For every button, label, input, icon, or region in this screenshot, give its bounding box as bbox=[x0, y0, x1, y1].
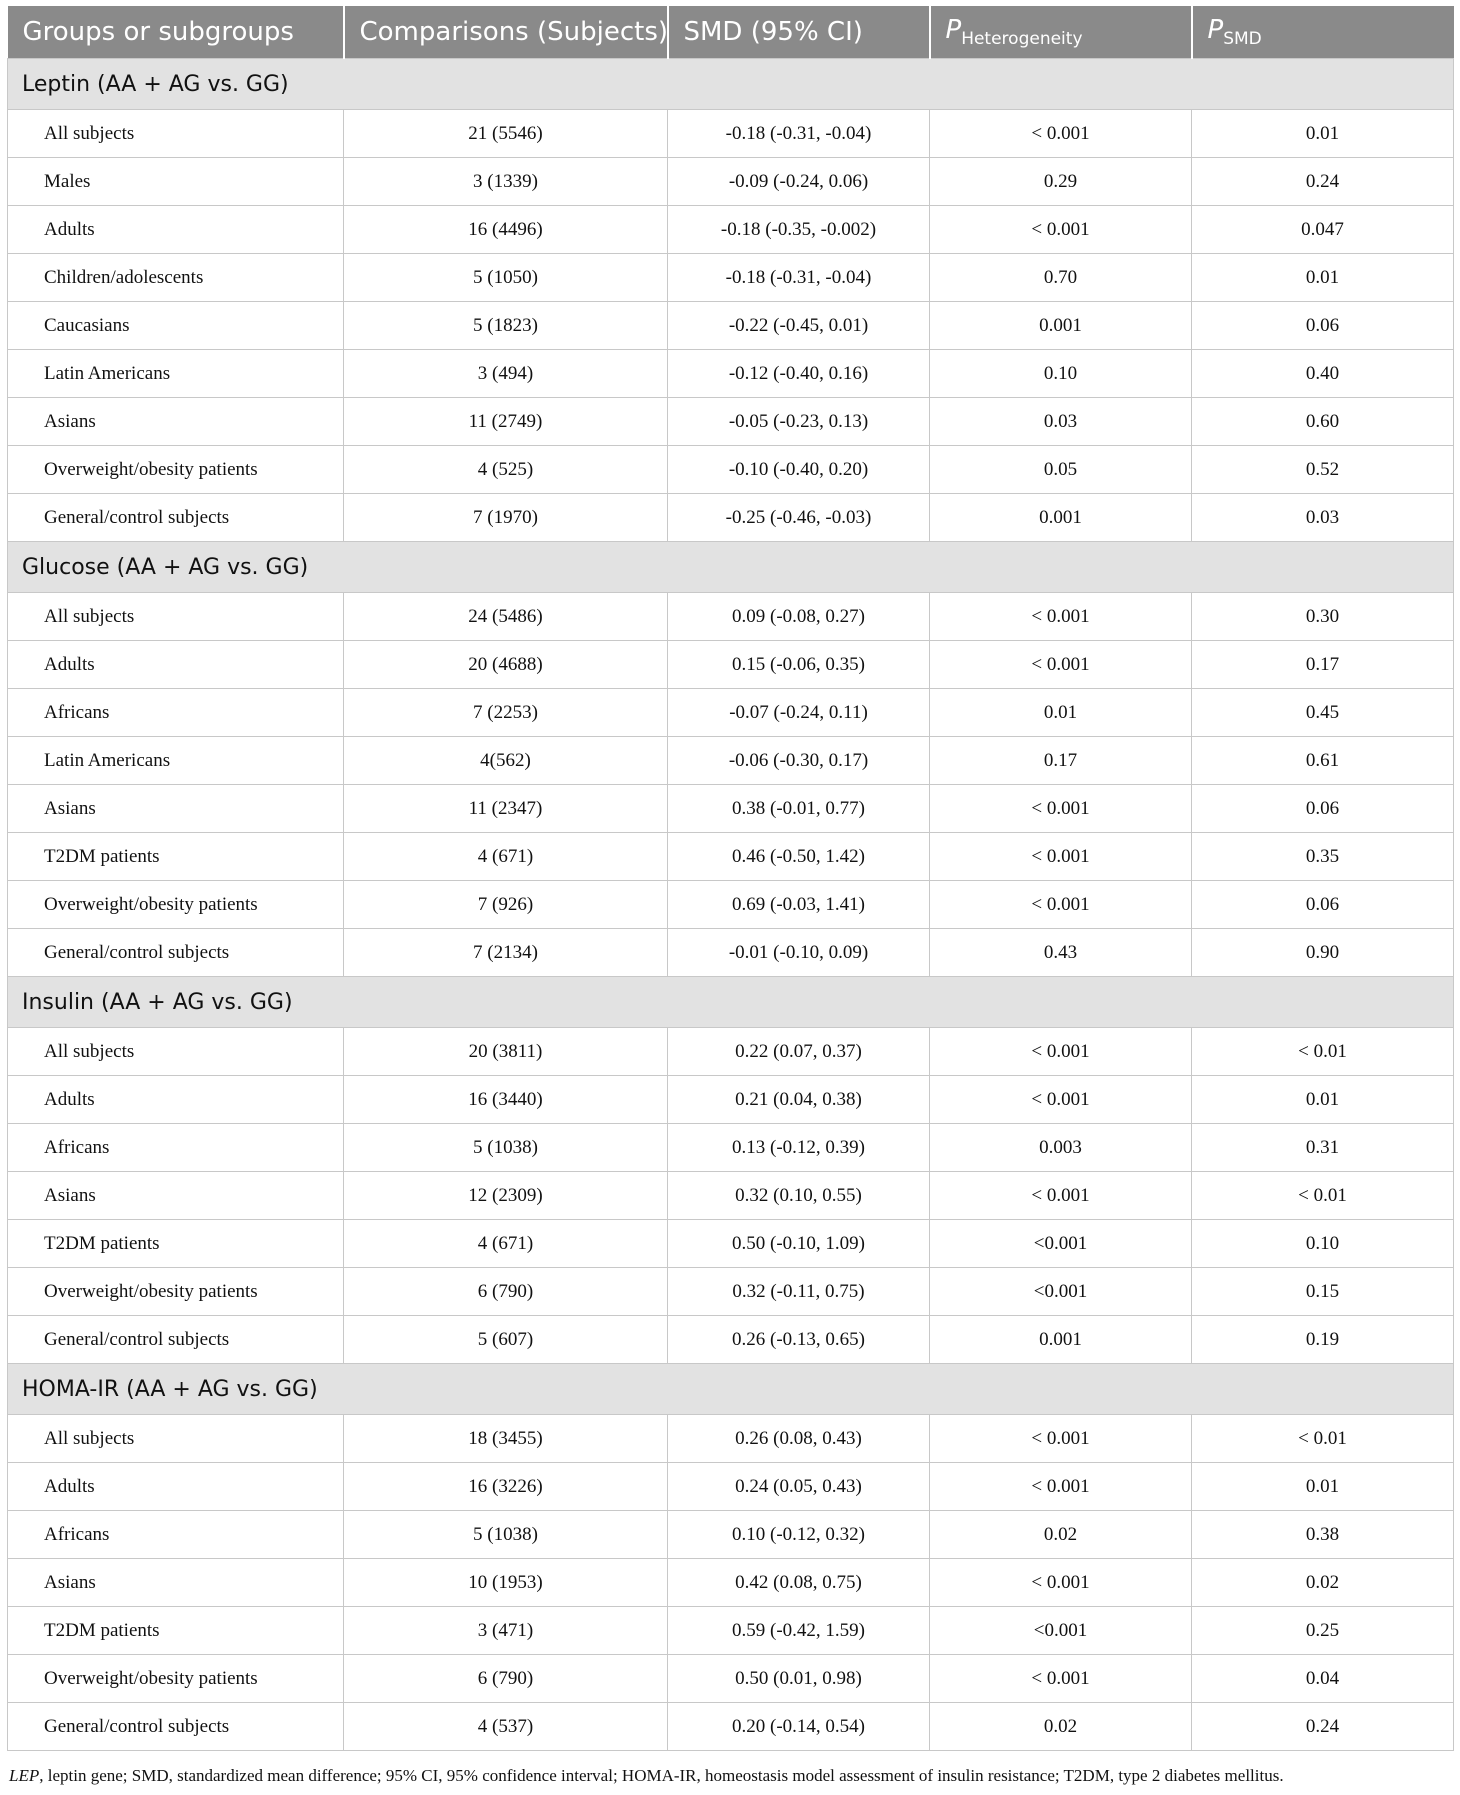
cell-p-smd: 0.90 bbox=[1192, 929, 1454, 977]
header-comparisons: Comparisons (Subjects) bbox=[344, 6, 668, 59]
cell-p-smd: 0.60 bbox=[1192, 398, 1454, 446]
table-row bbox=[8, 929, 1454, 977]
cell-p-smd: 0.15 bbox=[1192, 1268, 1454, 1316]
cell-p-heterogeneity: 0.001 bbox=[930, 494, 1192, 542]
cell-smd: 0.32 (0.10, 0.55) bbox=[668, 1172, 930, 1220]
cell-subgroup: Children/adolescents bbox=[8, 254, 344, 302]
header-smd: SMD (95% CI) bbox=[668, 6, 930, 59]
cell-p-smd: 0.31 bbox=[1192, 1124, 1454, 1172]
cell-subgroup: Overweight/obesity patients bbox=[8, 881, 344, 929]
cell-subgroup: T2DM patients bbox=[8, 1220, 344, 1268]
cell-comparisons: 11 (2347) bbox=[344, 785, 668, 833]
table-row bbox=[8, 1607, 1454, 1655]
cell-comparisons: 3 (494) bbox=[344, 350, 668, 398]
cell-p-smd: 0.30 bbox=[1192, 593, 1454, 641]
cell-p-heterogeneity: <0.001 bbox=[930, 1607, 1192, 1655]
cell-p-smd: 0.61 bbox=[1192, 737, 1454, 785]
cell-p-smd: 0.047 bbox=[1192, 206, 1454, 254]
cell-smd: -0.01 (-0.10, 0.09) bbox=[668, 929, 930, 977]
header-p-smd bbox=[1192, 6, 1454, 59]
cell-comparisons: 21 (5546) bbox=[344, 110, 668, 158]
cell-smd: -0.22 (-0.45, 0.01) bbox=[668, 302, 930, 350]
header-p-heterogeneity bbox=[930, 6, 1192, 59]
cell-smd: -0.06 (-0.30, 0.17) bbox=[668, 737, 930, 785]
cell-p-smd: 0.24 bbox=[1192, 158, 1454, 206]
cell-smd: 0.69 (-0.03, 1.41) bbox=[668, 881, 930, 929]
cell-smd: 0.50 (-0.10, 1.09) bbox=[668, 1220, 930, 1268]
table-row bbox=[8, 689, 1454, 737]
table-row bbox=[8, 1124, 1454, 1172]
cell-comparisons: 20 (3811) bbox=[344, 1028, 668, 1076]
cell-p-smd: 0.25 bbox=[1192, 1607, 1454, 1655]
table-row bbox=[8, 350, 1454, 398]
cell-comparisons: 11 (2749) bbox=[344, 398, 668, 446]
cell-p-smd: 0.03 bbox=[1192, 494, 1454, 542]
table-row bbox=[8, 1076, 1454, 1124]
cell-p-heterogeneity: < 0.001 bbox=[930, 1655, 1192, 1703]
table-row bbox=[8, 1463, 1454, 1511]
cell-subgroup: Caucasians bbox=[8, 302, 344, 350]
cell-subgroup: Asians bbox=[8, 1172, 344, 1220]
cell-comparisons: 24 (5486) bbox=[344, 593, 668, 641]
cell-p-smd: 0.06 bbox=[1192, 881, 1454, 929]
cell-subgroup: All subjects bbox=[8, 593, 344, 641]
cell-comparisons: 6 (790) bbox=[344, 1655, 668, 1703]
cell-smd: 0.22 (0.07, 0.37) bbox=[668, 1028, 930, 1076]
cell-subgroup: Africans bbox=[8, 1511, 344, 1559]
header-row bbox=[8, 6, 1454, 59]
cell-comparisons: 7 (2134) bbox=[344, 929, 668, 977]
cell-subgroup: Africans bbox=[8, 689, 344, 737]
cell-smd: 0.26 (-0.13, 0.65) bbox=[668, 1316, 930, 1364]
cell-p-smd: 0.45 bbox=[1192, 689, 1454, 737]
header-p-heterogeneity-main bbox=[945, 14, 1083, 50]
results-table bbox=[7, 6, 1454, 1751]
cell-comparisons: 5 (607) bbox=[344, 1316, 668, 1364]
cell-p-smd: < 0.01 bbox=[1192, 1415, 1454, 1463]
table-row bbox=[8, 881, 1454, 929]
footnote-text: , leptin gene; SMD, standardized mean difference; 95% CI, 95% confidence interval; HOMA-IR, homeostasis model assessment of insulin resistance; T2DM, type 2 diabetes mellitus. bbox=[39, 1766, 1284, 1785]
cell-smd: -0.18 (-0.31, -0.04) bbox=[668, 254, 930, 302]
group-header-row bbox=[8, 977, 1454, 1028]
cell-p-heterogeneity: < 0.001 bbox=[930, 1463, 1192, 1511]
table-row bbox=[8, 1655, 1454, 1703]
group-title: Insulin (AA + AG vs. GG) bbox=[8, 977, 1454, 1028]
cell-smd: 0.24 (0.05, 0.43) bbox=[668, 1463, 930, 1511]
cell-p-heterogeneity: 0.001 bbox=[930, 302, 1192, 350]
group-title: HOMA-IR (AA + AG vs. GG) bbox=[8, 1364, 1454, 1415]
cell-p-smd: < 0.01 bbox=[1192, 1028, 1454, 1076]
table-body bbox=[8, 59, 1454, 1751]
cell-comparisons: 4 (671) bbox=[344, 1220, 668, 1268]
cell-smd: 0.10 (-0.12, 0.32) bbox=[668, 1511, 930, 1559]
group-title: Leptin (AA + AG vs. GG) bbox=[8, 59, 1454, 110]
header-p-smd-main bbox=[1207, 14, 1262, 50]
cell-comparisons: 4 (671) bbox=[344, 833, 668, 881]
cell-p-heterogeneity: < 0.001 bbox=[930, 1172, 1192, 1220]
cell-subgroup: Latin Americans bbox=[8, 350, 344, 398]
cell-p-heterogeneity: 0.001 bbox=[930, 1316, 1192, 1364]
cell-p-heterogeneity: < 0.001 bbox=[930, 881, 1192, 929]
cell-smd: 0.46 (-0.50, 1.42) bbox=[668, 833, 930, 881]
cell-comparisons: 4 (537) bbox=[344, 1703, 668, 1751]
cell-subgroup: All subjects bbox=[8, 1028, 344, 1076]
cell-subgroup: Asians bbox=[8, 1559, 344, 1607]
cell-p-heterogeneity: 0.01 bbox=[930, 689, 1192, 737]
cell-comparisons: 6 (790) bbox=[344, 1268, 668, 1316]
cell-subgroup: T2DM patients bbox=[8, 833, 344, 881]
header-p-smd-subscript: SMD bbox=[1223, 29, 1262, 50]
group-header-row bbox=[8, 542, 1454, 593]
table-row bbox=[8, 1703, 1454, 1751]
cell-smd: 0.42 (0.08, 0.75) bbox=[668, 1559, 930, 1607]
cell-p-heterogeneity: 0.43 bbox=[930, 929, 1192, 977]
group-header-row bbox=[8, 59, 1454, 110]
cell-p-heterogeneity: < 0.001 bbox=[930, 641, 1192, 689]
cell-p-smd: 0.02 bbox=[1192, 1559, 1454, 1607]
table-row bbox=[8, 1220, 1454, 1268]
table-row bbox=[8, 737, 1454, 785]
table-footnote bbox=[9, 1766, 1455, 1786]
cell-smd: 0.32 (-0.11, 0.75) bbox=[668, 1268, 930, 1316]
cell-smd: -0.18 (-0.35, -0.002) bbox=[668, 206, 930, 254]
cell-subgroup: General/control subjects bbox=[8, 1316, 344, 1364]
table-row bbox=[8, 1028, 1454, 1076]
cell-smd: -0.25 (-0.46, -0.03) bbox=[668, 494, 930, 542]
cell-p-smd: 0.01 bbox=[1192, 254, 1454, 302]
cell-p-heterogeneity: < 0.001 bbox=[930, 206, 1192, 254]
cell-p-heterogeneity: < 0.001 bbox=[930, 1028, 1192, 1076]
cell-p-heterogeneity: 0.17 bbox=[930, 737, 1192, 785]
table-header bbox=[8, 6, 1454, 59]
table-row bbox=[8, 446, 1454, 494]
cell-comparisons: 5 (1050) bbox=[344, 254, 668, 302]
table-row bbox=[8, 1559, 1454, 1607]
results-table-container bbox=[7, 6, 1453, 1751]
cell-p-heterogeneity: <0.001 bbox=[930, 1268, 1192, 1316]
cell-comparisons: 3 (471) bbox=[344, 1607, 668, 1655]
cell-p-heterogeneity: 0.003 bbox=[930, 1124, 1192, 1172]
cell-comparisons: 20 (4688) bbox=[344, 641, 668, 689]
cell-p-smd: 0.52 bbox=[1192, 446, 1454, 494]
table-row bbox=[8, 1268, 1454, 1316]
cell-comparisons: 7 (2253) bbox=[344, 689, 668, 737]
cell-p-smd: 0.24 bbox=[1192, 1703, 1454, 1751]
table-row bbox=[8, 1511, 1454, 1559]
cell-comparisons: 16 (3440) bbox=[344, 1076, 668, 1124]
cell-subgroup: All subjects bbox=[8, 110, 344, 158]
cell-smd: 0.50 (0.01, 0.98) bbox=[668, 1655, 930, 1703]
footnote-abbr: LEP bbox=[9, 1766, 40, 1785]
cell-subgroup: General/control subjects bbox=[8, 1703, 344, 1751]
cell-p-heterogeneity: < 0.001 bbox=[930, 785, 1192, 833]
cell-p-heterogeneity: 0.05 bbox=[930, 446, 1192, 494]
cell-p-smd: < 0.01 bbox=[1192, 1172, 1454, 1220]
table-row bbox=[8, 302, 1454, 350]
table-row bbox=[8, 833, 1454, 881]
cell-subgroup: All subjects bbox=[8, 1415, 344, 1463]
cell-comparisons: 4(562) bbox=[344, 737, 668, 785]
cell-smd: -0.09 (-0.24, 0.06) bbox=[668, 158, 930, 206]
cell-p-heterogeneity: 0.70 bbox=[930, 254, 1192, 302]
cell-p-smd: 0.04 bbox=[1192, 1655, 1454, 1703]
cell-smd: 0.15 (-0.06, 0.35) bbox=[668, 641, 930, 689]
cell-smd: 0.20 (-0.14, 0.54) bbox=[668, 1703, 930, 1751]
cell-p-smd: 0.01 bbox=[1192, 1076, 1454, 1124]
table-row bbox=[8, 254, 1454, 302]
cell-smd: -0.07 (-0.24, 0.11) bbox=[668, 689, 930, 737]
cell-comparisons: 5 (1823) bbox=[344, 302, 668, 350]
cell-comparisons: 4 (525) bbox=[344, 446, 668, 494]
table-row bbox=[8, 785, 1454, 833]
cell-subgroup: Asians bbox=[8, 785, 344, 833]
cell-subgroup: Adults bbox=[8, 641, 344, 689]
cell-p-smd: 0.19 bbox=[1192, 1316, 1454, 1364]
cell-subgroup: Overweight/obesity patients bbox=[8, 446, 344, 494]
cell-p-smd: 0.01 bbox=[1192, 1463, 1454, 1511]
group-header-row bbox=[8, 1364, 1454, 1415]
cell-subgroup: Asians bbox=[8, 398, 344, 446]
cell-smd: 0.21 (0.04, 0.38) bbox=[668, 1076, 930, 1124]
cell-p-heterogeneity: < 0.001 bbox=[930, 833, 1192, 881]
table-row bbox=[8, 593, 1454, 641]
table-row bbox=[8, 1415, 1454, 1463]
table-row bbox=[8, 1172, 1454, 1220]
cell-subgroup: Africans bbox=[8, 1124, 344, 1172]
cell-comparisons: 7 (1970) bbox=[344, 494, 668, 542]
cell-smd: 0.26 (0.08, 0.43) bbox=[668, 1415, 930, 1463]
cell-subgroup: Overweight/obesity patients bbox=[8, 1655, 344, 1703]
header-p-het-subscript: Heterogeneity bbox=[961, 29, 1083, 50]
cell-p-smd: 0.17 bbox=[1192, 641, 1454, 689]
header-p-het-letter: P bbox=[945, 14, 962, 45]
cell-subgroup: Adults bbox=[8, 1076, 344, 1124]
cell-subgroup: Latin Americans bbox=[8, 737, 344, 785]
cell-comparisons: 18 (3455) bbox=[344, 1415, 668, 1463]
cell-smd: -0.12 (-0.40, 0.16) bbox=[668, 350, 930, 398]
cell-subgroup: Overweight/obesity patients bbox=[8, 1268, 344, 1316]
cell-smd: 0.09 (-0.08, 0.27) bbox=[668, 593, 930, 641]
group-title: Glucose (AA + AG vs. GG) bbox=[8, 542, 1454, 593]
table-row bbox=[8, 494, 1454, 542]
cell-smd: 0.59 (-0.42, 1.59) bbox=[668, 1607, 930, 1655]
cell-smd: -0.05 (-0.23, 0.13) bbox=[668, 398, 930, 446]
cell-p-heterogeneity: < 0.001 bbox=[930, 110, 1192, 158]
table-row bbox=[8, 1316, 1454, 1364]
header-p-smd-letter: P bbox=[1207, 14, 1224, 45]
cell-p-heterogeneity: < 0.001 bbox=[930, 1559, 1192, 1607]
cell-subgroup: General/control subjects bbox=[8, 929, 344, 977]
cell-p-heterogeneity: 0.03 bbox=[930, 398, 1192, 446]
cell-p-heterogeneity: < 0.001 bbox=[930, 593, 1192, 641]
cell-comparisons: 5 (1038) bbox=[344, 1124, 668, 1172]
cell-smd: -0.18 (-0.31, -0.04) bbox=[668, 110, 930, 158]
cell-subgroup: Males bbox=[8, 158, 344, 206]
cell-p-heterogeneity: 0.29 bbox=[930, 158, 1192, 206]
cell-subgroup: Adults bbox=[8, 206, 344, 254]
cell-p-smd: 0.38 bbox=[1192, 1511, 1454, 1559]
cell-p-smd: 0.01 bbox=[1192, 110, 1454, 158]
table-row bbox=[8, 398, 1454, 446]
table-row bbox=[8, 110, 1454, 158]
cell-comparisons: 16 (4496) bbox=[344, 206, 668, 254]
table-row bbox=[8, 641, 1454, 689]
cell-p-heterogeneity: < 0.001 bbox=[930, 1076, 1192, 1124]
cell-p-smd: 0.06 bbox=[1192, 785, 1454, 833]
cell-smd: 0.38 (-0.01, 0.77) bbox=[668, 785, 930, 833]
cell-p-smd: 0.10 bbox=[1192, 1220, 1454, 1268]
table-row bbox=[8, 206, 1454, 254]
cell-comparisons: 16 (3226) bbox=[344, 1463, 668, 1511]
cell-p-heterogeneity: 0.10 bbox=[930, 350, 1192, 398]
cell-smd: 0.13 (-0.12, 0.39) bbox=[668, 1124, 930, 1172]
cell-p-heterogeneity: 0.02 bbox=[930, 1511, 1192, 1559]
cell-comparisons: 5 (1038) bbox=[344, 1511, 668, 1559]
header-groups: Groups or subgroups bbox=[8, 6, 344, 59]
cell-subgroup: T2DM patients bbox=[8, 1607, 344, 1655]
cell-p-heterogeneity: <0.001 bbox=[930, 1220, 1192, 1268]
cell-comparisons: 7 (926) bbox=[344, 881, 668, 929]
cell-smd: -0.10 (-0.40, 0.20) bbox=[668, 446, 930, 494]
cell-p-smd: 0.06 bbox=[1192, 302, 1454, 350]
cell-p-smd: 0.40 bbox=[1192, 350, 1454, 398]
table-row bbox=[8, 158, 1454, 206]
cell-subgroup: General/control subjects bbox=[8, 494, 344, 542]
cell-p-heterogeneity: 0.02 bbox=[930, 1703, 1192, 1751]
cell-comparisons: 3 (1339) bbox=[344, 158, 668, 206]
cell-p-heterogeneity: < 0.001 bbox=[930, 1415, 1192, 1463]
cell-comparisons: 12 (2309) bbox=[344, 1172, 668, 1220]
cell-comparisons: 10 (1953) bbox=[344, 1559, 668, 1607]
cell-subgroup: Adults bbox=[8, 1463, 344, 1511]
cell-p-smd: 0.35 bbox=[1192, 833, 1454, 881]
